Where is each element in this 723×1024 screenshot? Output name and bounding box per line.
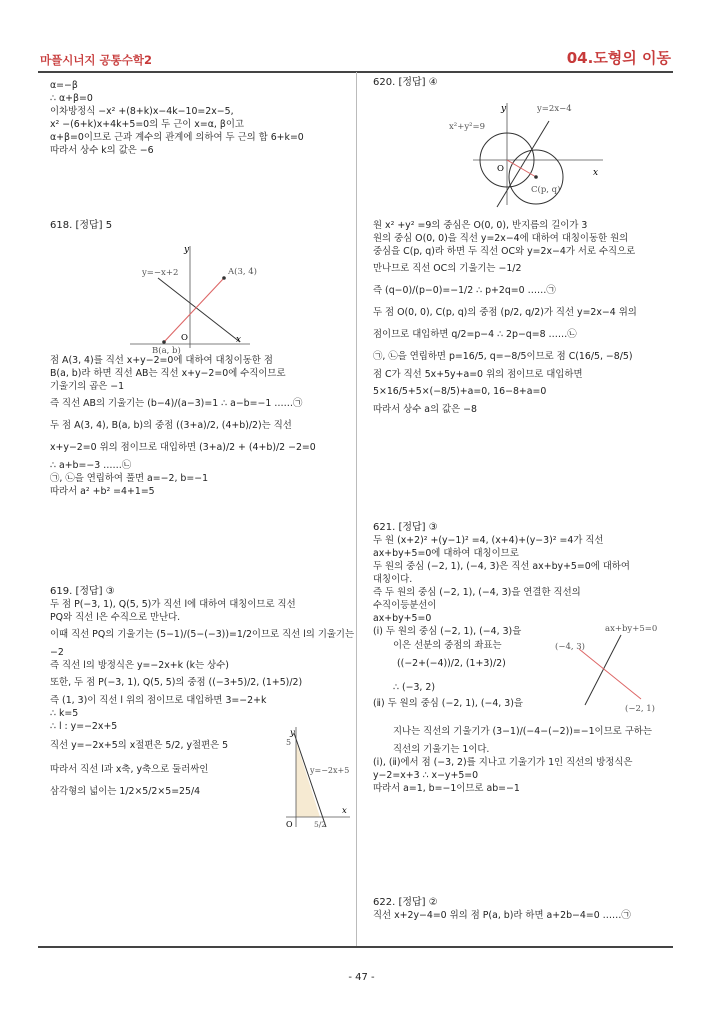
segment-oc bbox=[507, 160, 536, 177]
line-label: y=−x+2 bbox=[142, 268, 179, 278]
left-column bbox=[50, 79, 350, 157]
problem-title: 622. [정답] ② bbox=[373, 897, 438, 908]
text-line: 두 원 (x+2)² +(y−1)² =4, (x+4)+(y−3)² =4가 직선 bbox=[373, 535, 604, 546]
origin-label: O bbox=[497, 164, 504, 174]
line-label: y=−2x+5 bbox=[310, 766, 350, 775]
bisector-line bbox=[585, 635, 621, 705]
page-number: - 47 - bbox=[348, 972, 375, 983]
text-line: 직선 x+2y−4=0 위의 점 P(a, b)라 하면 a+2b−4=0 ……㉠ bbox=[373, 910, 631, 921]
point-label: (−2, 1) bbox=[625, 704, 655, 714]
text-line: 원 x² +y² =9의 중심은 O(0, 0), 반지름의 길이가 3 bbox=[373, 220, 588, 231]
text-line: x+y−2=0 위의 점이므로 대입하면 (3+a)/2 + (4+b)/2 −2=0 bbox=[50, 442, 316, 453]
triangle-area bbox=[296, 741, 320, 817]
text-line: PQ와 직선 l은 수직으로 만난다. bbox=[50, 612, 181, 623]
footer-rule bbox=[38, 946, 673, 948]
text-line: 지나는 직선의 기울기가 (3−1)/(−4−(−2))=−1이므로 구하는 bbox=[393, 726, 652, 737]
text-line: 즉 직선 AB의 기울기는 (b−4)/(a−3)=1 ∴ a−b=−1 ……㉠ bbox=[50, 398, 303, 409]
y-axis-label: y bbox=[290, 728, 295, 738]
text-line: 중심을 C(p, q)라 하면 두 직선 OC와 y=2x−4가 서로 수직으로 bbox=[373, 246, 636, 257]
text-line: α=−β bbox=[50, 80, 78, 91]
x-intercept-label: 5/2 bbox=[314, 820, 327, 829]
text-line: ax+by+5=0 bbox=[373, 613, 432, 624]
text-line: α+β=0이므로 근과 계수의 관계에 의하여 두 근의 합 6+k=0 bbox=[50, 132, 304, 143]
text-line: 직선의 기울기는 1이다. bbox=[393, 744, 490, 755]
text-line: ax+by+5=0에 대하여 대칭이므로 bbox=[373, 548, 519, 559]
point-a-label: A(3, 4) bbox=[228, 267, 257, 277]
center-label: C(p, q) bbox=[531, 185, 561, 195]
circle-label: x²+y²=9 bbox=[449, 122, 486, 132]
text-line: 두 원의 중심 (−2, 1), (−4, 3)은 직선 ax+by+5=0에 대하여 bbox=[373, 561, 630, 572]
text-line: 이차방정식 −x² +(8+k)x−4k−10=2x−5, bbox=[50, 106, 234, 117]
text-line: 점이므로 대입하면 q/2=p−4 ∴ 2p−q=8 ……㉡ bbox=[373, 329, 577, 340]
text-line: ∴ a+b=−3 ……㉡ bbox=[50, 460, 132, 471]
text-line: ∴ α+β=0 bbox=[50, 93, 93, 104]
x-axis-label: x bbox=[236, 335, 242, 345]
y-axis-label: y bbox=[184, 245, 190, 255]
y-intercept-label: 5 bbox=[286, 738, 292, 747]
text-line: B(a, b)라 하면 직선 AB는 직선 x+y−2=0에 수직이므로 bbox=[50, 368, 286, 379]
line-label: y=2x−4 bbox=[537, 104, 572, 114]
figure-620 bbox=[373, 89, 673, 211]
center-c bbox=[534, 175, 538, 179]
text-line: 점 A(3, 4)를 직선 x+y−2=0에 대하여 대칭이동한 점 bbox=[50, 355, 273, 366]
text-line: x² −(6+k)x+4k+5=0의 두 근이 x=α, β이고 bbox=[50, 119, 244, 130]
figure-618 bbox=[50, 232, 350, 356]
x-axis-label: x bbox=[593, 168, 599, 178]
text-line: 만나므로 직선 OC의 기울기는 −1/2 bbox=[373, 263, 522, 274]
text-line: 즉 (1, 3)이 직선 l 위의 점이므로 대입하면 3=−2+k bbox=[50, 695, 267, 706]
text-line: (ⅰ), (ⅱ)에서 점 (−3, 2)를 지나고 기울기가 1인 직선의 방정식은 bbox=[373, 757, 633, 768]
problem-622 bbox=[373, 896, 673, 922]
text-line: 두 점 A(3, 4), B(a, b)의 중점 ((3+a)/2, (4+b)/2)는 직선 bbox=[50, 420, 292, 431]
text-line: 따라서 상수 k의 값은 −6 bbox=[50, 145, 154, 156]
text-line: 5×16/5+5×(−8/5)+a=0, 16−8+a=0 bbox=[373, 386, 547, 397]
problem-title: 621. [정답] ③ bbox=[373, 522, 438, 533]
text-line: 즉 두 원의 중심 (−2, 1), (−4, 3)을 연결한 직선의 bbox=[373, 587, 581, 598]
text-line: ∴ k=5 bbox=[50, 708, 79, 719]
text-line: 또한, 두 점 P(−3, 1), Q(5, 5)의 중점 ((−3+5)/2, (1+5)/2) bbox=[50, 677, 303, 688]
text-line: 두 점 P(−3, 1), Q(5, 5)가 직선 l에 대하여 대칭이므로 직선 bbox=[50, 599, 296, 610]
text-line: 직선 y=−2x+5의 x절편은 5/2, y절편은 5 bbox=[50, 740, 229, 751]
origin-label: O bbox=[286, 820, 293, 829]
text-line: 원의 중심 O(0, 0)을 직선 y=2x−4에 대하여 대칭이동한 원의 bbox=[373, 233, 629, 244]
text-line: −2 bbox=[50, 647, 64, 658]
chapter-title: 04.도형의 이동 bbox=[566, 49, 671, 67]
problem-title: 620. [정답] ④ bbox=[373, 77, 438, 88]
text-line: 점 C가 직선 5x+5y+a=0 위의 점이므로 대입하면 bbox=[373, 369, 583, 380]
problem-620 bbox=[373, 76, 673, 416]
text-line: ㉠, ㉡을 연립하면 p=16/5, q=−8/5이므로 점 C(16/5, −8/5) bbox=[373, 351, 633, 362]
text-line: ∴ (−3, 2) bbox=[393, 682, 436, 693]
text-line: 따라서 상수 a의 값은 −8 bbox=[373, 404, 477, 415]
text-line: 따라서 직선 l과 x축, y축으로 둘러싸인 bbox=[50, 764, 209, 775]
text-line: 즉 직선 l의 방정식은 y=−2x+k (k는 상수) bbox=[50, 660, 229, 671]
text-line: 따라서 a=1, b=−1이므로 ab=−1 bbox=[373, 783, 520, 794]
y-axis-label: y bbox=[501, 104, 507, 114]
point-a bbox=[222, 276, 226, 280]
text-line: 따라서 a² +b² =4+1=5 bbox=[50, 486, 155, 497]
text-line: ((−2+(−4))/2, (1+3)/2) bbox=[397, 658, 506, 669]
point-b-label: B(a, b) bbox=[152, 346, 181, 356]
line-label: ax+by+5=0 bbox=[605, 624, 658, 634]
text-line: 두 점 O(0, 0), C(p, q)의 중점 (p/2, q/2)가 직선 y=2x−4 위의 bbox=[373, 307, 637, 318]
x-axis-label: x bbox=[342, 806, 347, 816]
point-label: (−4, 3) bbox=[555, 642, 585, 652]
text-line: 대칭이다. bbox=[373, 574, 413, 585]
text-line: y−2=x+3 ∴ x−y+5=0 bbox=[373, 770, 479, 781]
text-line: 이때 직선 PQ의 기울기는 (5−1)/(5−(−3))=1/2이므로 직선 l의 기울기는 bbox=[50, 629, 355, 640]
figure-621 bbox=[549, 619, 673, 715]
book-title: 마플시너지 공통수학2 bbox=[40, 53, 152, 67]
text-line: ∴ l : y=−2x+5 bbox=[50, 721, 118, 732]
problem-619 bbox=[50, 585, 355, 833]
point-b bbox=[162, 340, 166, 344]
text-line: (ⅰ) 두 원의 중심 (−2, 1), (−4, 3)을 bbox=[373, 626, 522, 637]
text-line: 삼각형의 넓이는 1/2×5/2×5=25/4 bbox=[50, 786, 201, 797]
column-divider bbox=[356, 72, 357, 946]
text-line: ㉠, ㉡을 연립하여 풀면 a=−2, b=−1 bbox=[50, 473, 209, 484]
origin-label: O bbox=[181, 333, 188, 343]
problem-621 bbox=[373, 521, 673, 795]
text-line: (ⅱ) 두 원의 중심 (−2, 1), (−4, 3)을 bbox=[373, 698, 523, 709]
problem-title: 619. [정답] ③ bbox=[50, 586, 115, 597]
figure-619 bbox=[266, 723, 350, 829]
problem-title: 618. [정답] 5 bbox=[50, 220, 113, 231]
text-line: 기울기의 곱은 −1 bbox=[50, 381, 125, 392]
problem-618 bbox=[50, 219, 350, 498]
text-line: 즉 (q−0)/(p−0)=−1/2 ∴ p+2q=0 ……㉠ bbox=[373, 285, 556, 296]
text-line: 이은 선분의 중점의 좌표는 bbox=[393, 640, 502, 651]
text-line: 수직이등분선이 bbox=[373, 600, 437, 611]
segment-ab bbox=[164, 278, 224, 342]
mirror-line bbox=[158, 278, 240, 342]
